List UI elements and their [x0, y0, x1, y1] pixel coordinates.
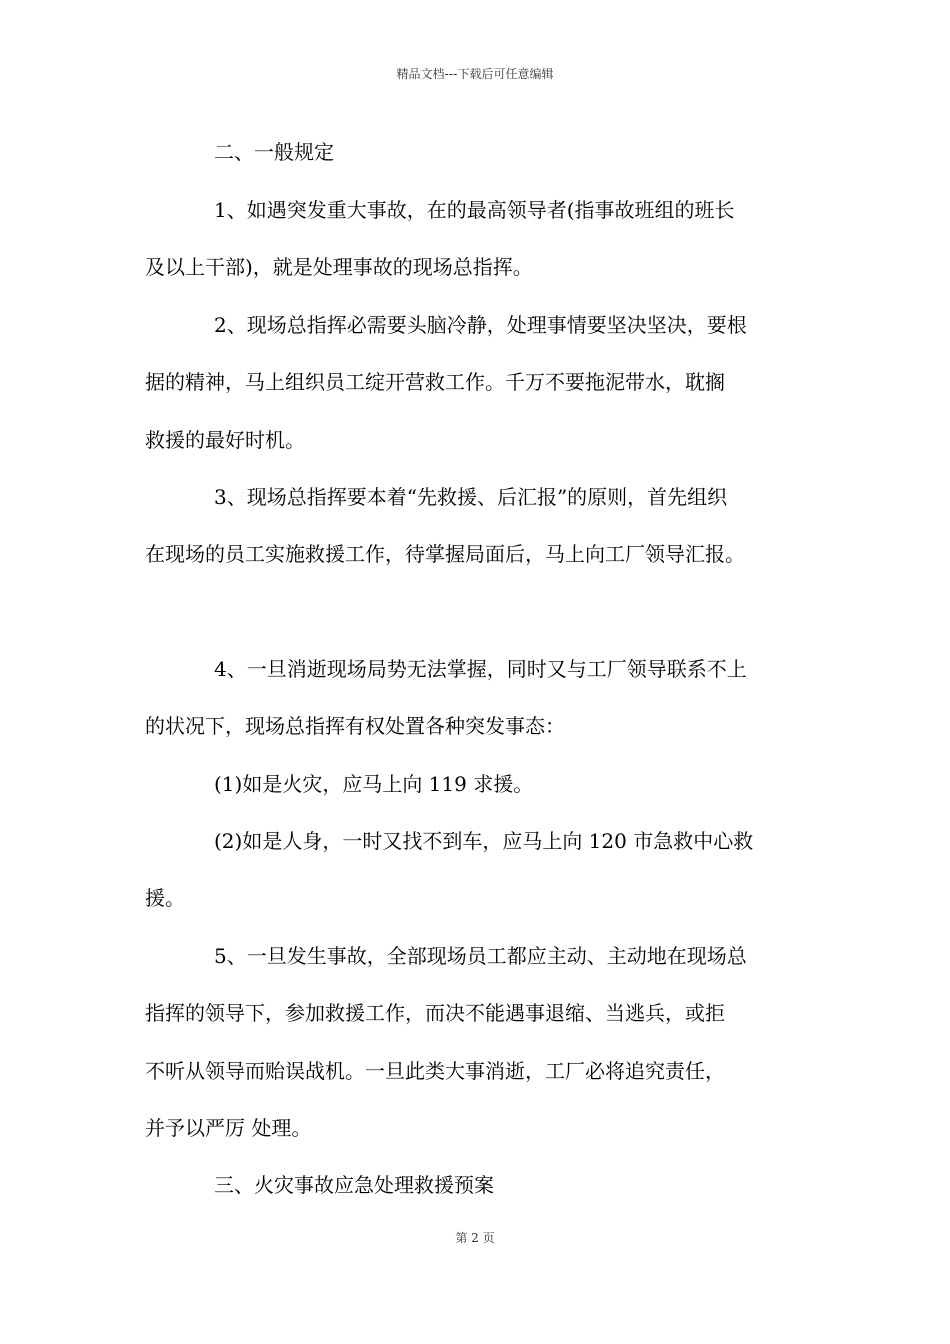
paragraph-line: 指挥的领导下，参加救援工作，而决不能遇事退缩、当逃兵，或拒: [145, 1001, 725, 1025]
section-heading: 三、火灾事故应急处理救援预案: [214, 1173, 494, 1197]
paragraph-line: 及以上干部)，就是处理事故的现场总指挥。: [145, 255, 533, 279]
paragraph-line: 5、一旦发生事故，全部现场员工都应主动、主动地在现场总: [214, 944, 747, 968]
paragraph-line: 援。: [145, 886, 185, 910]
page-number: 第 2 页: [455, 1231, 495, 1245]
paragraph-line: 并予以严厉 处理。: [145, 1116, 312, 1140]
list-item: (2)如是人身，一时又找不到车，应马上向 120 市急救中心救: [214, 829, 754, 853]
list-item: (1)如是火灾，应马上向 119 求援。: [214, 772, 534, 796]
paragraph-line: 在现场的员工实施救援工作，待掌握局面后，马上向工厂领导汇报。: [145, 542, 745, 566]
paragraph-line: 1、如遇突发重大事故，在的最高领导者(指事故班组的班长: [214, 198, 735, 222]
paragraph-line: 4、一旦消逝现场局势无法掌握，同时又与工厂领导联系不上: [214, 657, 747, 681]
paragraph-line: 的状况下，现场总指挥有权处置各种突发事态：: [145, 714, 565, 738]
section-heading: 二、一般规定: [214, 140, 334, 164]
page-header: 精品文档---下载后可任意编辑: [396, 67, 554, 81]
paragraph-line: 2、现场总指挥必需要头脑冷静，处理事情要坚决坚决，要根: [214, 313, 747, 337]
paragraph-line: 救援的最好时机。: [145, 428, 305, 452]
paragraph-line: 不听从领导而贻误战机。一旦此类大事消逝，工厂必将追究责任，: [145, 1059, 725, 1083]
paragraph-line: 3、现场总指挥要本着“先救援、后汇报”的原则，首先组织: [214, 485, 728, 509]
paragraph-line: 据的精神，马上组织员工绽开营救工作。千万不要拖泥带水，耽搁: [145, 370, 725, 394]
